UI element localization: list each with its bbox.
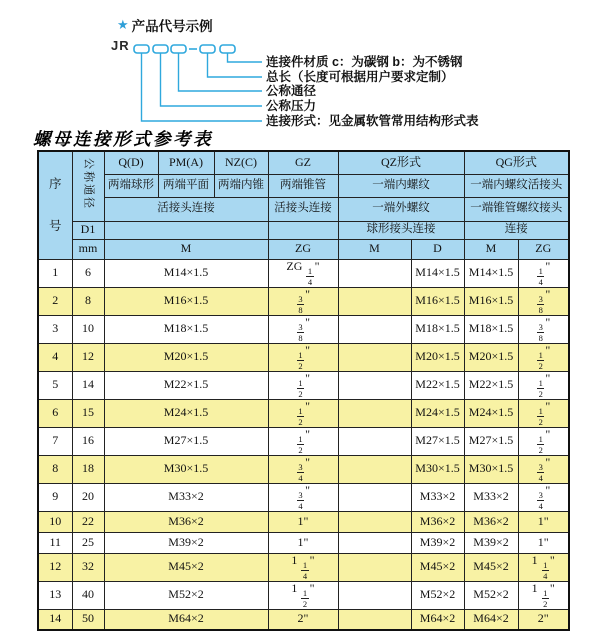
cell-seq: 6 (38, 399, 72, 427)
cell-qz-d: M24×1.5 (411, 399, 464, 427)
cell-gz: 1" (268, 511, 338, 532)
cell-qg-m: M16×1.5 (464, 287, 518, 315)
code-box-2 (153, 45, 168, 53)
cell-seq: 9 (38, 483, 72, 511)
header-gz-desc: 两端锥管 (268, 174, 338, 197)
cell-qg-m: M20×1.5 (464, 343, 518, 371)
header-dn-text: 公称通径 (82, 158, 95, 211)
cell-qg-zg: 1 $\frac{1}{2}$ " (518, 581, 569, 609)
cell-seq: 11 (38, 532, 72, 553)
header-seq-text: 序号 (48, 177, 62, 234)
cell-qz-d: M33×2 (411, 483, 464, 511)
cell-m: M33×2 (104, 483, 268, 511)
cell-dn: 12 (72, 343, 104, 371)
cell-qz-m (338, 343, 411, 371)
cell-qz-d: M27×1.5 (411, 427, 464, 455)
cell-dn: 14 (72, 371, 104, 399)
cell-qg-zg: $\frac{3}{8}$ " (518, 287, 569, 315)
cell-m: M24×1.5 (104, 399, 268, 427)
product-code-prefix: JR (111, 38, 130, 53)
cell-qg-zg: $\frac{1}{2}$ " (518, 427, 569, 455)
table-row (38, 581, 569, 609)
cell-m: M16×1.5 (104, 287, 268, 315)
header-qg-m: M (464, 239, 518, 259)
cell-qz-m (338, 371, 411, 399)
header-qg-desc1: 一端内螺纹活接头 (464, 174, 569, 197)
cell-qz-m (338, 581, 411, 609)
table-row (38, 343, 569, 371)
table-row (38, 511, 569, 532)
code-box-3 (171, 45, 186, 53)
cell-m: M18×1.5 (104, 315, 268, 343)
header-empty-m (104, 221, 268, 239)
table-row (38, 315, 569, 343)
header-seq (38, 151, 72, 259)
table-row (38, 259, 569, 287)
header-d1: D1 (72, 221, 104, 239)
cell-seq: 4 (38, 343, 72, 371)
cell-dn: 22 (72, 511, 104, 532)
label-diameter: 公称通径 (266, 84, 317, 98)
header-qz-desc1: 一端内螺纹 (338, 174, 464, 197)
header-m-label: M (104, 239, 268, 259)
cell-m: M22×1.5 (104, 371, 268, 399)
cell-qg-m: M18×1.5 (464, 315, 518, 343)
header-qz-m: M (338, 239, 411, 259)
cell-qg-zg: $\frac{1}{2}$ " (518, 371, 569, 399)
code-box-1 (134, 45, 149, 53)
cell-qz-m (338, 259, 411, 287)
cell-seq: 7 (38, 427, 72, 455)
cell-qg-m: M64×2 (464, 609, 518, 630)
cell-qz-d: M20×1.5 (411, 343, 464, 371)
header-m-conn: 活接头连接 (104, 197, 268, 221)
header-dn (72, 151, 104, 221)
cell-qg-zg: $\frac{1}{2}$ " (518, 399, 569, 427)
cell-qz-m (338, 399, 411, 427)
cell-qg-m: M14×1.5 (464, 259, 518, 287)
cell-gz: 2" (268, 609, 338, 630)
cell-seq: 10 (38, 511, 72, 532)
cell-gz: $\frac{3}{8}$ " (268, 287, 338, 315)
cell-m: M30×1.5 (104, 455, 268, 483)
cell-qz-m (338, 427, 411, 455)
cell-qz-m (338, 455, 411, 483)
cell-m: M52×2 (104, 581, 268, 609)
header-col-q: Q(D) (104, 151, 158, 174)
cell-qg-zg: 1" (518, 532, 569, 553)
cell-dn: 50 (72, 609, 104, 630)
header-col-qg: QG形式 (464, 151, 569, 174)
product-code-title-text: 产品代号示例 (131, 19, 213, 34)
cell-qg-zg: 1" (518, 511, 569, 532)
table-row (38, 287, 569, 315)
cell-qg-m: M33×2 (464, 483, 518, 511)
cell-dn: 18 (72, 455, 104, 483)
cell-gz: $\frac{1}{2}$ " (268, 399, 338, 427)
cell-dn: 6 (72, 259, 104, 287)
cell-dn: 8 (72, 287, 104, 315)
cell-qg-m: M52×2 (464, 581, 518, 609)
cell-qz-d: M45×2 (411, 553, 464, 581)
cell-qz-d: M36×2 (411, 511, 464, 532)
cell-dn: 20 (72, 483, 104, 511)
header-q-desc: 两端球形 (104, 174, 158, 197)
cell-gz: ZG $\frac{1}{4}$ " (268, 259, 338, 287)
table-row (38, 609, 569, 630)
header-qg-zg: ZG (518, 239, 569, 259)
cell-qz-m (338, 553, 411, 581)
cell-gz: 1 $\frac{1}{4}$ " (268, 553, 338, 581)
header-mm: mm (72, 239, 104, 259)
cell-m: M39×2 (104, 532, 268, 553)
cell-qg-zg: $\frac{1}{4}$ " (518, 259, 569, 287)
connector-line-material (228, 53, 263, 62)
table-row (38, 399, 569, 427)
header-nz-desc: 两端内锥 (214, 174, 268, 197)
cell-qz-d: M39×2 (411, 532, 464, 553)
connector-line-pressure (161, 53, 263, 106)
cell-qz-m (338, 532, 411, 553)
cell-qz-m (338, 483, 411, 511)
code-box-5 (220, 45, 235, 53)
cell-seq: 5 (38, 371, 72, 399)
header-empty-gz (268, 221, 338, 239)
cell-gz: $\frac{3}{4}$ " (268, 455, 338, 483)
cell-qg-zg: $\frac{3}{8}$ " (518, 315, 569, 343)
header-col-nz: NZ(C) (214, 151, 268, 174)
cell-qz-d: M52×2 (411, 581, 464, 609)
table-row (38, 553, 569, 581)
cell-qz-d: M64×2 (411, 609, 464, 630)
cell-dn: 15 (72, 399, 104, 427)
label-form: 连接形式：见金属软管常用结构形式表 (266, 114, 479, 128)
cell-gz: 1 $\frac{1}{2}$ " (268, 581, 338, 609)
cell-qg-m: M39×2 (464, 532, 518, 553)
cell-qz-m (338, 609, 411, 630)
cell-qg-m: M24×1.5 (464, 399, 518, 427)
header-qz-conn: 球形接头连接 (338, 221, 464, 239)
header-col-pm: PM(A) (158, 151, 214, 174)
connector-line-length (208, 53, 263, 77)
header-qz-desc2: 一端外螺纹 (338, 197, 464, 221)
header-gz-unit: ZG (268, 239, 338, 259)
nut-connection-table (37, 150, 570, 631)
star-icon: ★ (117, 17, 129, 32)
cell-gz: 1" (268, 532, 338, 553)
header-qg-desc2: 一端锥管螺纹接头 (464, 197, 569, 221)
cell-qg-m: M36×2 (464, 511, 518, 532)
table-row (38, 427, 569, 455)
cell-m: M20×1.5 (104, 343, 268, 371)
cell-qg-zg: 2" (518, 609, 569, 630)
table-row (38, 371, 569, 399)
label-material: 连接件材质 c：为碳钢 b：为不锈钢 (266, 55, 463, 69)
cell-gz: $\frac{3}{4}$ " (268, 483, 338, 511)
table-row (38, 532, 569, 553)
cell-seq: 3 (38, 315, 72, 343)
header-gz-conn: 活接头连接 (268, 197, 338, 221)
cell-qg-m: M30×1.5 (464, 455, 518, 483)
cell-gz: $\frac{1}{2}$ " (268, 343, 338, 371)
cell-m: M27×1.5 (104, 427, 268, 455)
table-row (38, 455, 569, 483)
table-title: 螺母连接形式参考表 (33, 130, 213, 150)
cell-dn: 25 (72, 532, 104, 553)
cell-qg-zg: $\frac{3}{4}$ " (518, 483, 569, 511)
label-length: 总长（长度可根据用户要求定制） (266, 70, 454, 84)
cell-m: M36×2 (104, 511, 268, 532)
cell-dn: 40 (72, 581, 104, 609)
cell-dn: 16 (72, 427, 104, 455)
cell-seq: 14 (38, 609, 72, 630)
header-col-gz: GZ (268, 151, 338, 174)
connector-line-diameter (179, 53, 263, 91)
cell-m: M64×2 (104, 609, 268, 630)
cell-qz-m (338, 315, 411, 343)
label-pressure: 公称压力 (266, 99, 317, 113)
cell-qg-zg: 1 $\frac{1}{4}$ " (518, 553, 569, 581)
cell-qz-d: M14×1.5 (411, 259, 464, 287)
cell-qg-m: M22×1.5 (464, 371, 518, 399)
cell-qz-m (338, 511, 411, 532)
cell-qz-m (338, 287, 411, 315)
cell-gz: $\frac{1}{2}$ " (268, 371, 338, 399)
cell-seq: 1 (38, 259, 72, 287)
cell-qg-zg: $\frac{3}{4}$ " (518, 455, 569, 483)
header-qg-conn: 连接 (464, 221, 569, 239)
cell-qz-d: M16×1.5 (411, 287, 464, 315)
header-col-qz: QZ形式 (338, 151, 464, 174)
cell-m: M14×1.5 (104, 259, 268, 287)
cell-gz: $\frac{3}{8}$ " (268, 315, 338, 343)
connector-line-form (142, 53, 263, 121)
cell-qg-m: M45×2 (464, 553, 518, 581)
cell-m: M45×2 (104, 553, 268, 581)
cell-qz-d: M30×1.5 (411, 455, 464, 483)
cell-dn: 32 (72, 553, 104, 581)
code-box-4 (200, 45, 215, 53)
cell-qz-d: M22×1.5 (411, 371, 464, 399)
cell-dn: 10 (72, 315, 104, 343)
cell-qz-d: M18×1.5 (411, 315, 464, 343)
table-row (38, 483, 569, 511)
header-pm-desc: 两端平面 (158, 174, 214, 197)
header-qz-d: D (411, 239, 464, 259)
cell-seq: 8 (38, 455, 72, 483)
cell-seq: 13 (38, 581, 72, 609)
cell-gz: $\frac{1}{2}$ " (268, 427, 338, 455)
cell-qg-m: M27×1.5 (464, 427, 518, 455)
cell-seq: 12 (38, 553, 72, 581)
cell-qg-zg: $\frac{1}{2}$ " (518, 343, 569, 371)
cell-seq: 2 (38, 287, 72, 315)
